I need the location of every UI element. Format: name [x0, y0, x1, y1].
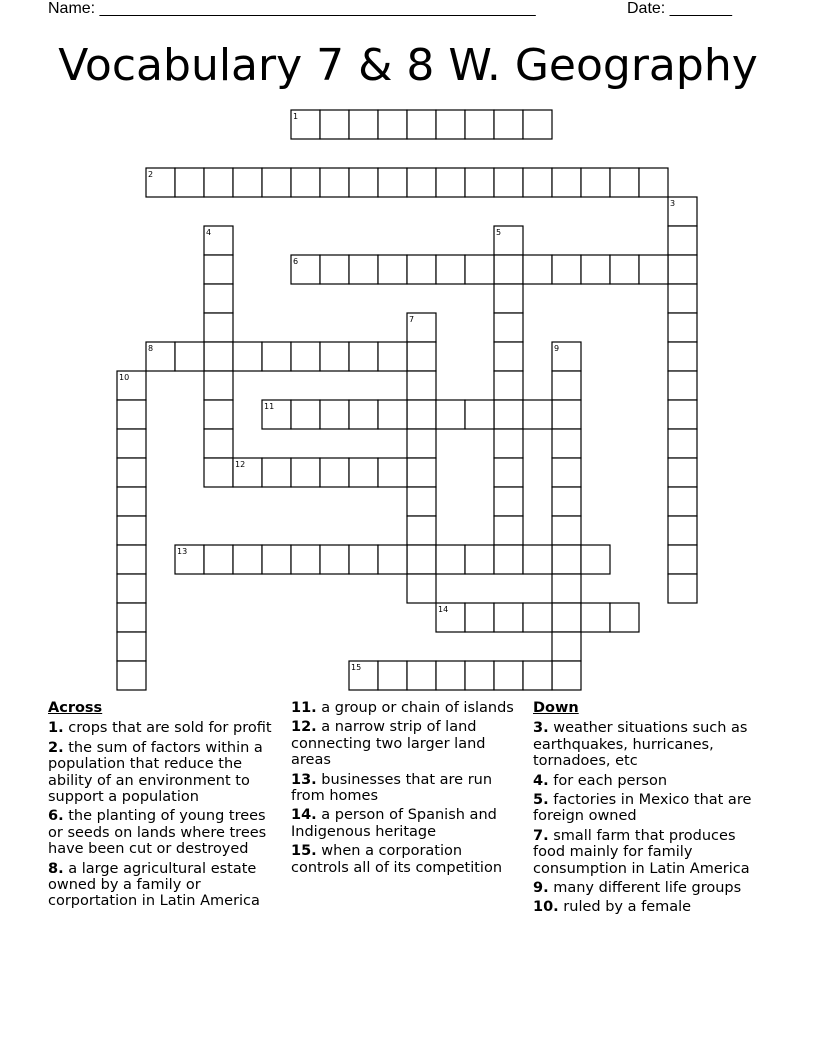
crossword-cell[interactable] [465, 255, 494, 284]
crossword-cell[interactable] [494, 516, 523, 545]
crossword-cell[interactable] [610, 168, 639, 197]
clue-number-label: 1 [293, 112, 299, 121]
crossword-cell[interactable] [494, 110, 523, 139]
crossword-cell[interactable] [668, 371, 697, 400]
crossword-cell[interactable] [117, 661, 146, 690]
crossword-cell[interactable] [581, 168, 610, 197]
crossword-cell[interactable] [117, 400, 146, 429]
crossword-cell[interactable] [523, 168, 552, 197]
crossword-cell[interactable] [407, 458, 436, 487]
crossword-cell[interactable] [378, 255, 407, 284]
crossword-cell[interactable] [465, 400, 494, 429]
crossword-cell[interactable] [320, 255, 349, 284]
clue-number-label: 13 [177, 547, 188, 556]
crossword-cell[interactable] [523, 545, 552, 574]
crossword-cell[interactable] [494, 342, 523, 371]
crossword-cell[interactable] [552, 429, 581, 458]
crossword-cell[interactable] [581, 255, 610, 284]
crossword-cell[interactable] [204, 545, 233, 574]
crossword-cell[interactable] [378, 400, 407, 429]
crossword-cell[interactable] [320, 110, 349, 139]
crossword-cell[interactable] [407, 487, 436, 516]
crossword-cell[interactable] [552, 400, 581, 429]
crossword-cell[interactable] [494, 313, 523, 342]
crossword-cell[interactable] [204, 313, 233, 342]
crossword-cell[interactable] [552, 458, 581, 487]
across-clue: 14. a person of Spanish and Indigenous heritage [291, 807, 497, 840]
clue-number-label: 5 [496, 228, 502, 237]
crossword-cell[interactable] [407, 168, 436, 197]
crossword-cell[interactable] [378, 110, 407, 139]
crossword-cell[interactable] [204, 342, 233, 371]
crossword-cell[interactable] [349, 255, 378, 284]
crossword-cell[interactable] [668, 487, 697, 516]
crossword-cell[interactable] [552, 255, 581, 284]
crossword-cell[interactable] [523, 400, 552, 429]
crossword-cell[interactable] [291, 458, 320, 487]
crossword-cell[interactable] [465, 603, 494, 632]
crossword-cell[interactable] [349, 545, 378, 574]
crossword-cell[interactable] [465, 110, 494, 139]
crossword-cell[interactable] [668, 429, 697, 458]
crossword-cell[interactable] [465, 661, 494, 690]
crossword-cell[interactable] [668, 284, 697, 313]
clue-number-label: 10 [119, 373, 130, 382]
crossword-cell[interactable] [668, 458, 697, 487]
crossword-cell[interactable] [262, 458, 291, 487]
crossword-cell[interactable] [639, 255, 668, 284]
crossword-cell[interactable] [494, 371, 523, 400]
crossword-cell[interactable] [378, 342, 407, 371]
down-clue: 9. many different life groups [533, 880, 742, 897]
crossword-cell[interactable] [465, 168, 494, 197]
clue-number-label: 14 [438, 605, 449, 614]
crossword-cell[interactable] [552, 574, 581, 603]
across-clue: 13. businesses that are run from homes [291, 771, 493, 805]
crossword-cell[interactable] [407, 342, 436, 371]
crossword-cell[interactable] [175, 342, 204, 371]
clue-number-label: 4 [206, 228, 212, 237]
crossword-cell[interactable] [494, 429, 523, 458]
crossword-cell[interactable] [668, 516, 697, 545]
crossword-cell[interactable] [552, 516, 581, 545]
crossword-cell[interactable] [668, 574, 697, 603]
crossword-cell[interactable] [668, 255, 697, 284]
crossword-cell[interactable] [349, 342, 378, 371]
crossword-cell[interactable] [291, 400, 320, 429]
crossword-cell[interactable] [378, 661, 407, 690]
crossword-cell[interactable] [378, 458, 407, 487]
crossword-cell[interactable] [407, 574, 436, 603]
clue-number-label: 11 [264, 402, 275, 411]
crossword-cell[interactable] [407, 255, 436, 284]
across-clue: 6. the planting of young trees or seeds on lands where trees have been cut or destroyed [48, 808, 267, 858]
across-clue: 1. crops that are sold for profit [48, 720, 272, 737]
down-clue: 7. small farm that produces food mainly for family consumption in Latin America [533, 827, 750, 877]
crossword-cell[interactable] [523, 661, 552, 690]
crossword-cell[interactable] [407, 516, 436, 545]
across-heading: Across [48, 700, 103, 716]
crossword-cell[interactable] [117, 429, 146, 458]
crossword-cell[interactable] [494, 545, 523, 574]
crossword-cell[interactable] [436, 661, 465, 690]
crossword-cell[interactable] [552, 632, 581, 661]
down-heading: Down [533, 700, 579, 716]
clue-number-label: 3 [670, 199, 676, 208]
crossword-cell[interactable] [668, 313, 697, 342]
crossword-cell[interactable] [233, 342, 262, 371]
crossword-cell[interactable] [639, 168, 668, 197]
crossword-cell[interactable] [552, 603, 581, 632]
clue-number-label: 15 [351, 663, 362, 672]
crossword-cell[interactable] [407, 661, 436, 690]
crossword-cell[interactable] [349, 168, 378, 197]
crossword-cell[interactable] [668, 226, 697, 255]
down-clue: 5. factories in Mexico that are foreign owned [533, 792, 752, 825]
crossword-cell[interactable] [581, 545, 610, 574]
clue-number-label: 7 [409, 315, 415, 324]
crossword-cell[interactable] [494, 255, 523, 284]
date-line[interactable]: Date: _______ [627, 0, 732, 17]
crossword-cell[interactable] [378, 545, 407, 574]
crossword-cell[interactable] [407, 429, 436, 458]
crossword-cell[interactable] [407, 371, 436, 400]
crossword-cell[interactable] [668, 400, 697, 429]
crossword-cell[interactable] [204, 255, 233, 284]
crossword-cell[interactable] [204, 458, 233, 487]
crossword-cell[interactable] [204, 429, 233, 458]
crossword-cell[interactable] [320, 400, 349, 429]
crossword-cell[interactable] [320, 458, 349, 487]
crossword-cell[interactable] [552, 661, 581, 690]
crossword-cell[interactable] [407, 400, 436, 429]
crossword-cell[interactable] [204, 284, 233, 313]
crossword-cell[interactable] [262, 545, 291, 574]
down-clue: 3. weather situations such as earthquakes, hurricanes, tornadoes, etc [533, 720, 748, 770]
crossword-cell[interactable] [117, 516, 146, 545]
crossword-cell[interactable] [349, 110, 378, 139]
crossword-cell[interactable] [291, 168, 320, 197]
across-clue: 2. the sum of factors within a population that reduce the ability of an environment to support a population [48, 739, 263, 806]
clues-column-1 [48, 700, 276, 913]
crossword-cell[interactable] [610, 255, 639, 284]
clues-column-3 [533, 700, 765, 919]
crossword-cell[interactable] [117, 458, 146, 487]
crossword-cell[interactable] [204, 371, 233, 400]
down-clue: 4. for each person [533, 772, 668, 789]
crossword-cell[interactable] [117, 487, 146, 516]
crossword-cell[interactable] [494, 400, 523, 429]
crossword-cell[interactable] [494, 661, 523, 690]
crossword-cell[interactable] [262, 342, 291, 371]
crossword-cell[interactable] [494, 458, 523, 487]
crossword-cell[interactable] [465, 545, 494, 574]
crossword-cell[interactable] [523, 255, 552, 284]
crossword-cell[interactable] [494, 487, 523, 516]
clue-number-label: 12 [235, 460, 246, 469]
clue-number-label: 2 [148, 170, 154, 179]
crossword-cell[interactable] [494, 284, 523, 313]
crossword-cell[interactable] [117, 574, 146, 603]
crossword-cell[interactable] [349, 458, 378, 487]
crossword-cell[interactable] [552, 487, 581, 516]
crossword-cell[interactable] [204, 400, 233, 429]
crossword-cell[interactable] [552, 371, 581, 400]
crossword-cell[interactable] [436, 545, 465, 574]
crossword-cell[interactable] [320, 168, 349, 197]
crossword-cell[interactable] [233, 168, 262, 197]
crossword-cell[interactable] [291, 545, 320, 574]
crossword-cell[interactable] [494, 603, 523, 632]
page-title: Vocabulary 7 & 8 W. Geography [58, 40, 758, 91]
crossword-cell[interactable] [581, 603, 610, 632]
crossword-cell[interactable] [407, 110, 436, 139]
crossword-cell[interactable] [610, 603, 639, 632]
across-clue: 12. a narrow strip of land connecting two larger land areas [291, 719, 486, 769]
crossword-cell[interactable] [436, 400, 465, 429]
name-line[interactable]: Name: _________________________________________________ [48, 0, 536, 17]
crossword-cell[interactable] [117, 545, 146, 574]
crossword-cell[interactable] [320, 545, 349, 574]
crossword-cell[interactable] [378, 168, 407, 197]
crossword-cell[interactable] [552, 545, 581, 574]
crossword-cell[interactable] [523, 603, 552, 632]
crossword-cell[interactable] [436, 168, 465, 197]
down-clue: 10. ruled by a female [533, 899, 692, 916]
crossword-cell[interactable] [117, 632, 146, 661]
crossword-cell[interactable] [436, 110, 465, 139]
crossword-cell[interactable] [117, 603, 146, 632]
crossword-cell[interactable] [349, 400, 378, 429]
crossword-cell[interactable] [552, 168, 581, 197]
crossword-cell[interactable] [262, 168, 291, 197]
clue-number-label: 9 [554, 344, 560, 353]
crossword-cell[interactable] [320, 342, 349, 371]
crossword-cell[interactable] [291, 342, 320, 371]
crossword-cell[interactable] [523, 110, 552, 139]
crossword-cell[interactable] [407, 545, 436, 574]
clue-number-label: 8 [148, 344, 154, 353]
crossword-cell[interactable] [668, 545, 697, 574]
crossword-cell[interactable] [436, 255, 465, 284]
crossword-cell[interactable] [494, 168, 523, 197]
crossword-cell[interactable] [204, 168, 233, 197]
across-clue: 8. a large agricultural estate owned by a family or corportation in Latin America [48, 860, 260, 910]
across-clue: 15. when a corporation controls all of its competition [291, 843, 503, 876]
across-clue: 11. a group or chain of islands [291, 700, 514, 716]
crossword-cell[interactable] [233, 545, 262, 574]
crossword-cell[interactable] [175, 168, 204, 197]
clues-column-2 [291, 700, 523, 879]
clue-number-label: 6 [293, 257, 299, 266]
crossword-cell[interactable] [668, 342, 697, 371]
